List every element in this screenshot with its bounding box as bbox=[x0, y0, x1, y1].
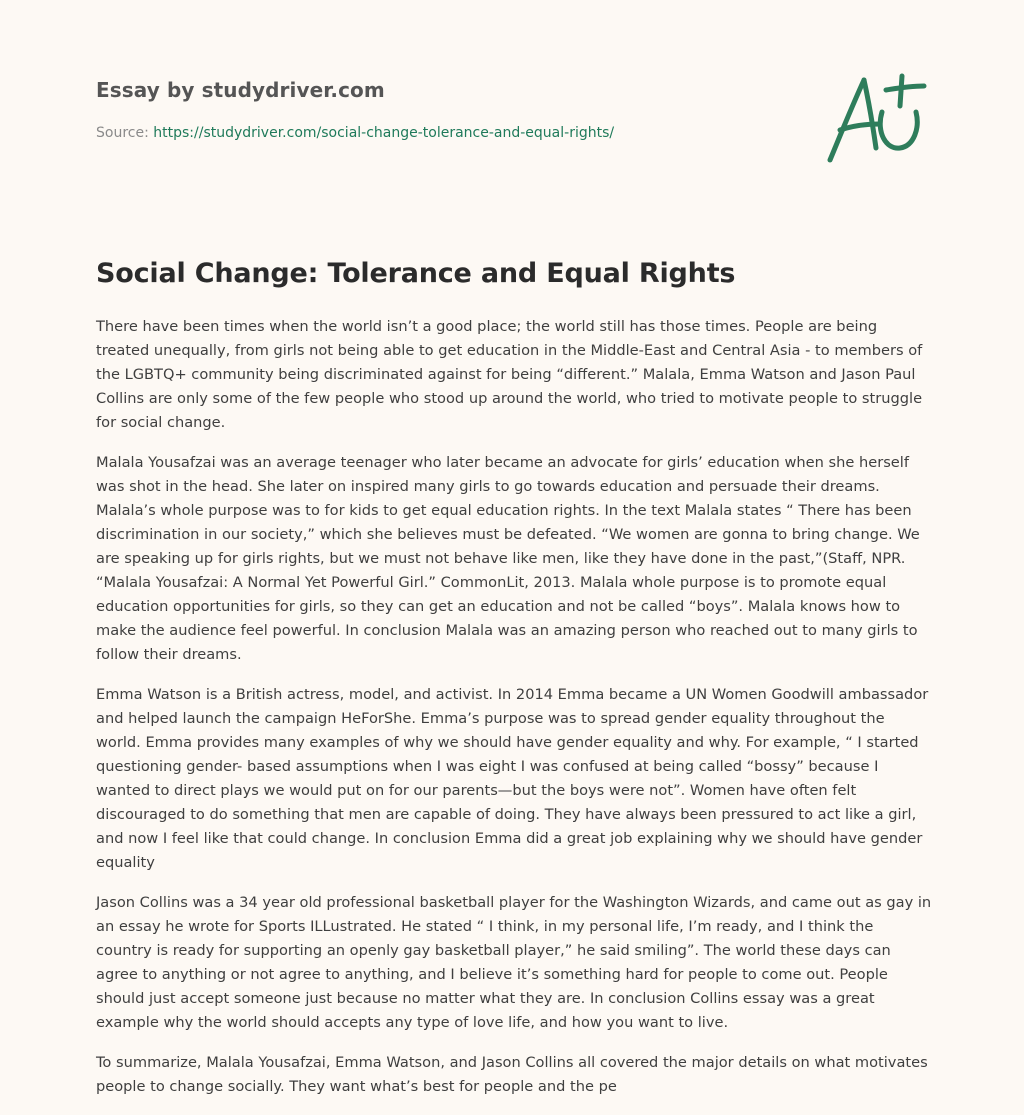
essay-title: Social Change: Tolerance and Equal Rights bbox=[96, 258, 736, 289]
page-header bbox=[96, 76, 796, 143]
source-link[interactable]: https://studydriver.com/social-change-tolerance-and-equal-rights/ bbox=[153, 125, 615, 141]
essay-body bbox=[96, 315, 932, 1115]
brand-heading: Essay by studydriver.com bbox=[96, 78, 385, 102]
essay-paragraph: Malala Yousafzai was an average teenager who later became an advocate for girls’ education when she herself was shot in the head. She later on inspired many girls to go towards education and persuade their dreams. Malala’s whole purpose was to for kids to get equal education rights. In the text Malala states “ There has been discrimination in our society,” which she believes must be defeated. “We women are gonna to bring change. We are speaking up for girls rights, but we must not behave like men, like they have done in the past,”(Staff, NPR. “Malala Yousafzai: A Normal Yet Powerful Girl.” CommonLit, 2013. Malala whole purpose is to promote equal education opportunities for girls, so they can get an education and not be called “boys”. Malala knows how to make the audience feel powerful. In conclusion Malala was an amazing person who reached out to many girls to follow their dreams. bbox=[96, 454, 920, 663]
essay-paragraph: To summarize, Malala Yousafzai, Emma Watson, and Jason Collins all covered the major details on what motivates people to change socially. They want what’s best for people and the pe bbox=[96, 1054, 928, 1095]
essay-paragraph: There have been times when the world isn’t a good place; the world still has those times. People are being treated unequally, from girls not being able to get education in the Middle-East and Central Asia - to members of the LGBTQ+ community being discriminated against for being “different.” Malala, Emma Watson and Jason Paul Collins are only some of the few people who stood up around the world, who tried to motivate people to struggle for social change. bbox=[96, 318, 923, 431]
essay-paragraph: Jason Collins was a 34 year old professional basketball player for the Washington Wizards, and came out as gay in an essay he wrote for Sports ILLustrated. He stated “ I think, in my personal life, I’m ready, and I think the country is ready for supporting an openly gay basketball player,” he said smiling”. The world these days can agree to anything or not agree to anything, and I believe it’s something hard for people to come out. People should just accept someone just because no matter what they are. In conclusion Collins essay was a great example why the world should accepts any type of love life, and how you want to live. bbox=[96, 894, 932, 1031]
a-plus-logo-icon bbox=[820, 68, 930, 168]
essay-paragraph: Emma Watson is a British actress, model, and activist. In 2014 Emma became a UN Women Goodwill ambassador and helped launch the campaign HeForShe. Emma’s purpose was to spread gender equality throughout the world. Emma provides many examples of why we should have gender equality and why. For example, “ I started questioning gender- based assumptions when I was eight I was confused at being called “bossy” because I wanted to direct plays we would put on for our parents—but the boys were not”. Women have often felt discouraged to do something that men are capable of doing. They have always been pressured to act like a girl, and now I feel like that could change. In conclusion Emma did a great job explaining why we should have gender equality bbox=[96, 686, 929, 871]
source-label: Source: bbox=[96, 125, 149, 141]
source-line bbox=[96, 123, 796, 143]
